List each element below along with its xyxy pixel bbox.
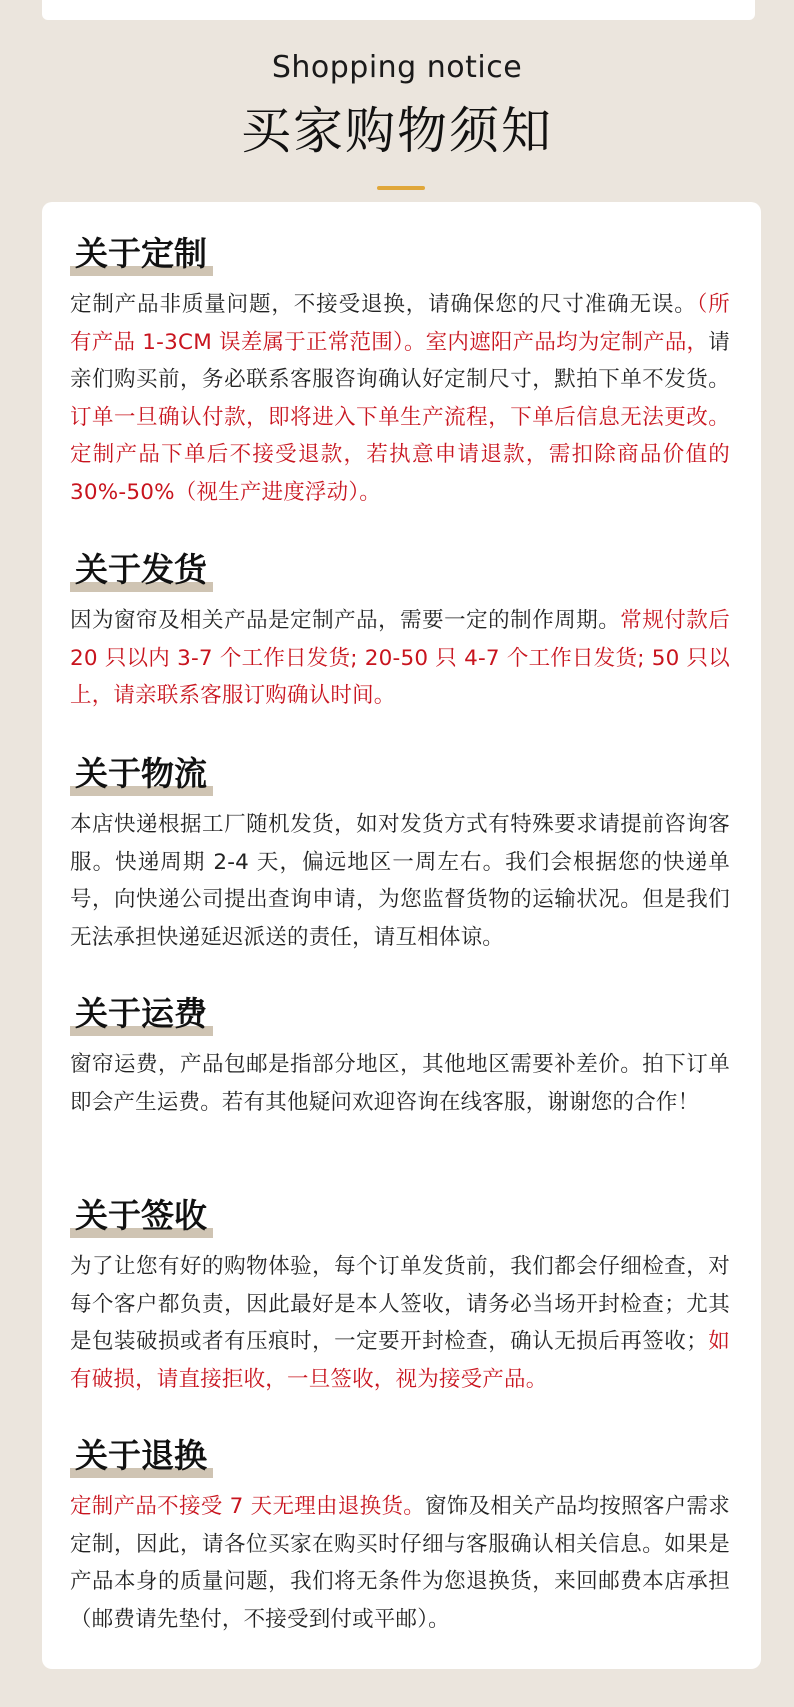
highlighted-text-segment: 订单一旦确认付款，即将进入下单生产流程，下单后信息无法更改。定制产品下单后不接受退款，若执意申请退款，需扣除商品价值的 30%-50%（视生产进度浮动）。 bbox=[70, 404, 730, 505]
body-text-segment: 本店快递根据工厂随机发货，如对发货方式有特殊要求请提前咨询客服。快递周期 2-4 天，偏远地区一周左右。我们会根据您的快递单号，向快递公司提出查询申请，为您监督货物的运输状况。但是我们无法承担快递延迟派送的责任，请互相体谅。 bbox=[70, 812, 730, 950]
section-title: 关于签收 bbox=[70, 1194, 213, 1238]
page-title: 买家购物须知 bbox=[241, 102, 553, 160]
section-body bbox=[70, 806, 730, 956]
highlighted-text-segment: 常规付款后 20 只以内 3-7 个工作日发货; 20-50 只 4-7 个工作日发货; 50 只以上，请亲联系客服订购确认时间。 bbox=[70, 608, 730, 708]
body-text-segment: 请亲们购买前，务必联系客服咨询确认好定制尺寸，默拍下单不发货。 bbox=[70, 329, 730, 392]
section-freight bbox=[70, 992, 730, 1121]
section-body bbox=[70, 1488, 730, 1638]
section-title: 关于运费 bbox=[70, 992, 213, 1036]
body-text-segment: 窗饰及相关产品均按照客户需求定制，因此，请各位买家在购买时仔细与客服确认相关信息。如果是产品本身的质量问题，我们将无条件为您退换货，来回邮费本店承担（邮费请先垫付，不接受到付或平邮）。 bbox=[70, 1494, 730, 1632]
body-text-segment: 为了让您有好的购物体验，每个订单发货前，我们都会仔细检查，对每个客户都负责，因此最好是本人签收，请务必当场开封检查；尤其是包装破损或者有压痕时，一定要开封检查，确认无损后再签收； bbox=[70, 1254, 730, 1354]
section-body bbox=[70, 1248, 730, 1398]
highlighted-text-segment: 如有破损，请直接拒收，一旦签收，视为接受产品。 bbox=[70, 1329, 730, 1392]
highlighted-text-segment: 定制产品不接受 7 天无理由退换货。 bbox=[70, 1494, 425, 1519]
section-logistics bbox=[70, 752, 730, 956]
page-header bbox=[0, 48, 794, 166]
section-body bbox=[70, 602, 730, 715]
section-returns bbox=[70, 1434, 730, 1638]
highlighted-text-segment: （所有产品 1-3CM 误差属于正常范围）。室内遮阳产品均为定制产品， bbox=[70, 292, 731, 355]
section-title: 关于物流 bbox=[70, 752, 213, 796]
top-card-edge bbox=[42, 0, 755, 20]
section-shipping bbox=[70, 548, 730, 715]
section-title: 关于定制 bbox=[70, 232, 213, 276]
section-title: 关于退换 bbox=[70, 1434, 213, 1478]
body-text-segment: 定制产品非质量问题，不接受退换，请确保您的尺寸准确无误。 bbox=[70, 292, 697, 317]
section-receipt bbox=[70, 1194, 730, 1398]
section-title: 关于发货 bbox=[70, 548, 213, 592]
section-body bbox=[70, 1046, 730, 1121]
title-accent-line bbox=[377, 186, 425, 190]
body-text-segment: 窗帘运费，产品包邮是指部分地区，其他地区需要补差价。拍下订单即会产生运费。若有其他疑问欢迎咨询在线客服，谢谢您的合作！ bbox=[70, 1052, 730, 1115]
body-text-segment: 因为窗帘及相关产品是定制产品，需要一定的制作周期。 bbox=[70, 608, 621, 633]
section-customization bbox=[70, 232, 730, 511]
page-subtitle: Shopping notice bbox=[271, 50, 523, 85]
section-body bbox=[70, 286, 730, 511]
notice-card bbox=[42, 202, 761, 1669]
